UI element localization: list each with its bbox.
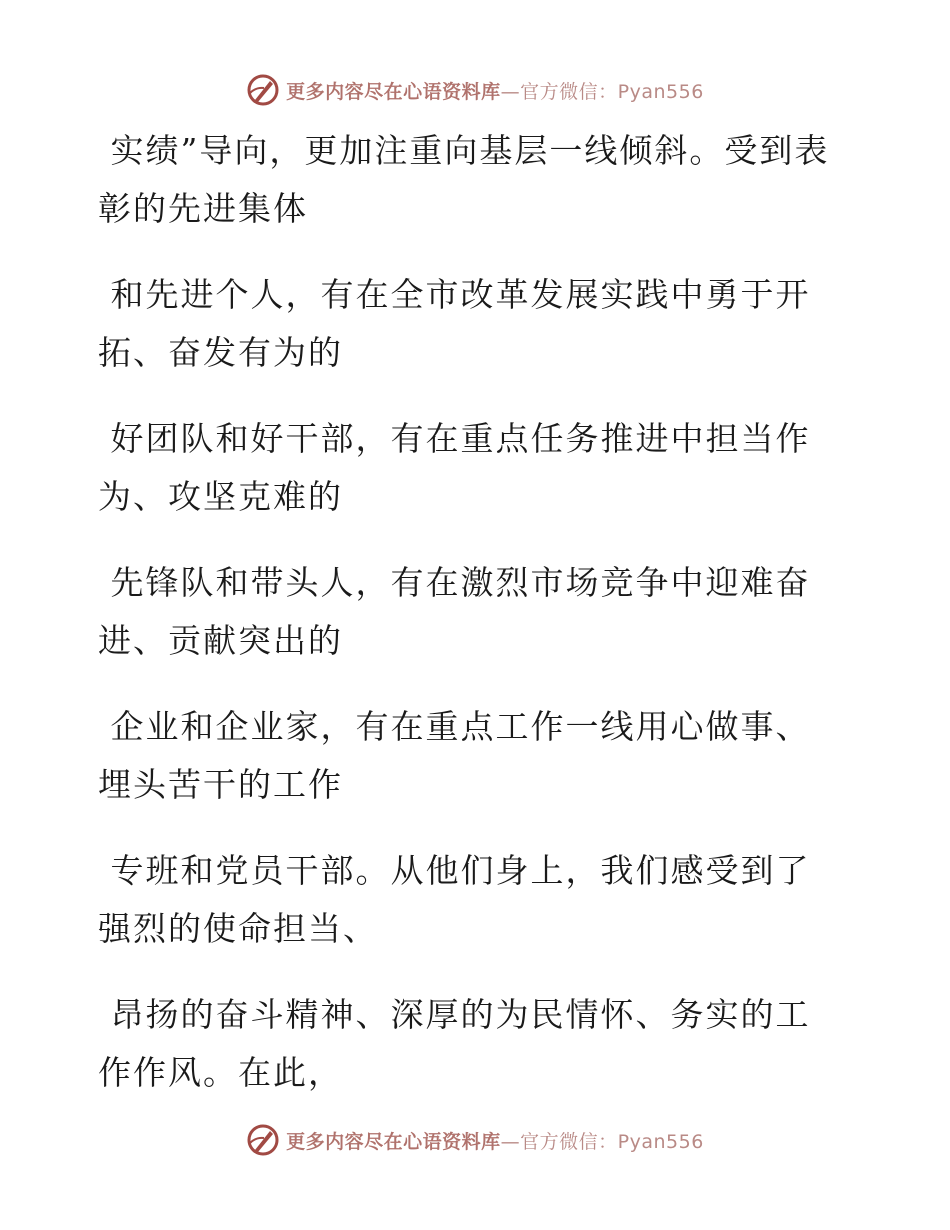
- paragraph: 先锋队和带头人，有在激烈市场竞争中迎难奋进、贡献突出的: [98, 563, 811, 660]
- paragraph: 好团队和好干部，有在重点任务推进中担当作为、攻坚克难的: [98, 419, 811, 516]
- footer-brand-text: 更多内容尽在心语资料库: [286, 1130, 501, 1153]
- document-body: [98, 122, 838, 1130]
- paragraph: 实绩”导向，更加注重向基层一线倾斜。受到表彰的先进集体: [98, 131, 830, 228]
- paragraph: 专班和党员干部。从他们身上，我们感受到了强烈的使命担当、: [98, 851, 811, 948]
- header-contact-text: —官方微信：Pyan556: [500, 80, 704, 103]
- header-banner: [0, 70, 950, 110]
- quill-pen-circle-icon: [246, 1123, 280, 1157]
- footer-banner: [0, 1120, 950, 1160]
- paragraph: 昂扬的奋斗精神、深厚的为民情怀、务实的工作作风。在此，: [98, 995, 811, 1092]
- header-brand-text: 更多内容尽在心语资料库: [286, 80, 501, 103]
- quill-pen-circle-icon: [246, 73, 280, 107]
- paragraph: 和先进个人，有在全市改革发展实践中勇于开拓、奋发有为的: [98, 275, 811, 372]
- header-text: [286, 77, 704, 104]
- paragraph: 企业和企业家，有在重点工作一线用心做事、埋头苦干的工作: [98, 707, 811, 804]
- footer-text: [286, 1127, 704, 1154]
- footer-contact-text: —官方微信：Pyan556: [500, 1130, 704, 1153]
